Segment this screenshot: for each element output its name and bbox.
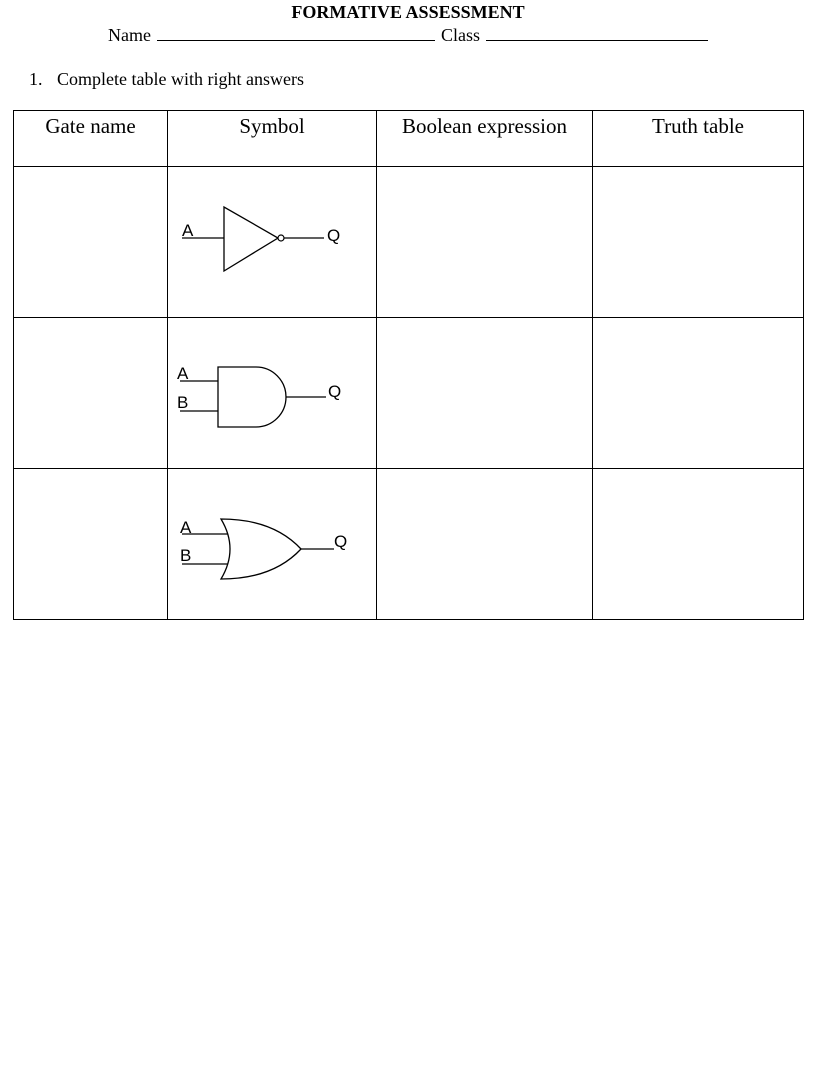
truth-table-cell[interactable] (593, 318, 804, 469)
boolean-expression-cell[interactable] (377, 318, 593, 469)
table-header-row (14, 111, 804, 167)
input-label: A (180, 518, 192, 537)
output-label: Q (334, 532, 348, 551)
gate-name-cell[interactable] (14, 469, 168, 620)
column-header: Symbol (168, 111, 377, 167)
input-label: A (182, 221, 194, 240)
column-header: Gate name (14, 111, 168, 167)
input-label: B (180, 546, 192, 565)
truth-table-cell[interactable] (593, 167, 804, 318)
page-title: FORMATIVE ASSESSMENT (291, 2, 525, 22)
input-label: A (177, 364, 189, 383)
table-row (14, 469, 804, 620)
output-label: Q (328, 382, 342, 401)
gates-table (13, 110, 804, 620)
symbol-cell (168, 469, 377, 620)
name-class-line (108, 24, 708, 46)
name-field[interactable] (157, 24, 435, 41)
symbol-cell (168, 318, 377, 469)
truth-table-cell[interactable] (593, 469, 804, 620)
or-gate-symbol (168, 469, 377, 619)
input-label: B (177, 393, 189, 412)
output-label: Q (327, 226, 341, 245)
class-label: Class (440, 25, 480, 45)
question-1 (29, 68, 304, 90)
and-gate-symbol (168, 318, 377, 468)
symbol-cell (168, 167, 377, 318)
name-label: Name (108, 25, 151, 45)
gate-name-cell[interactable] (14, 318, 168, 469)
question-text: Complete table with right answers (57, 69, 304, 89)
table-row (14, 318, 804, 469)
boolean-expression-cell[interactable] (377, 167, 593, 318)
column-header: Truth table (593, 111, 804, 167)
gate-name-cell[interactable] (14, 167, 168, 318)
table-row (14, 167, 804, 318)
boolean-expression-cell[interactable] (377, 469, 593, 620)
class-field[interactable] (486, 24, 708, 41)
question-number: 1. (29, 69, 43, 89)
column-header: Boolean expression (377, 111, 593, 167)
not-gate-symbol (168, 167, 377, 317)
